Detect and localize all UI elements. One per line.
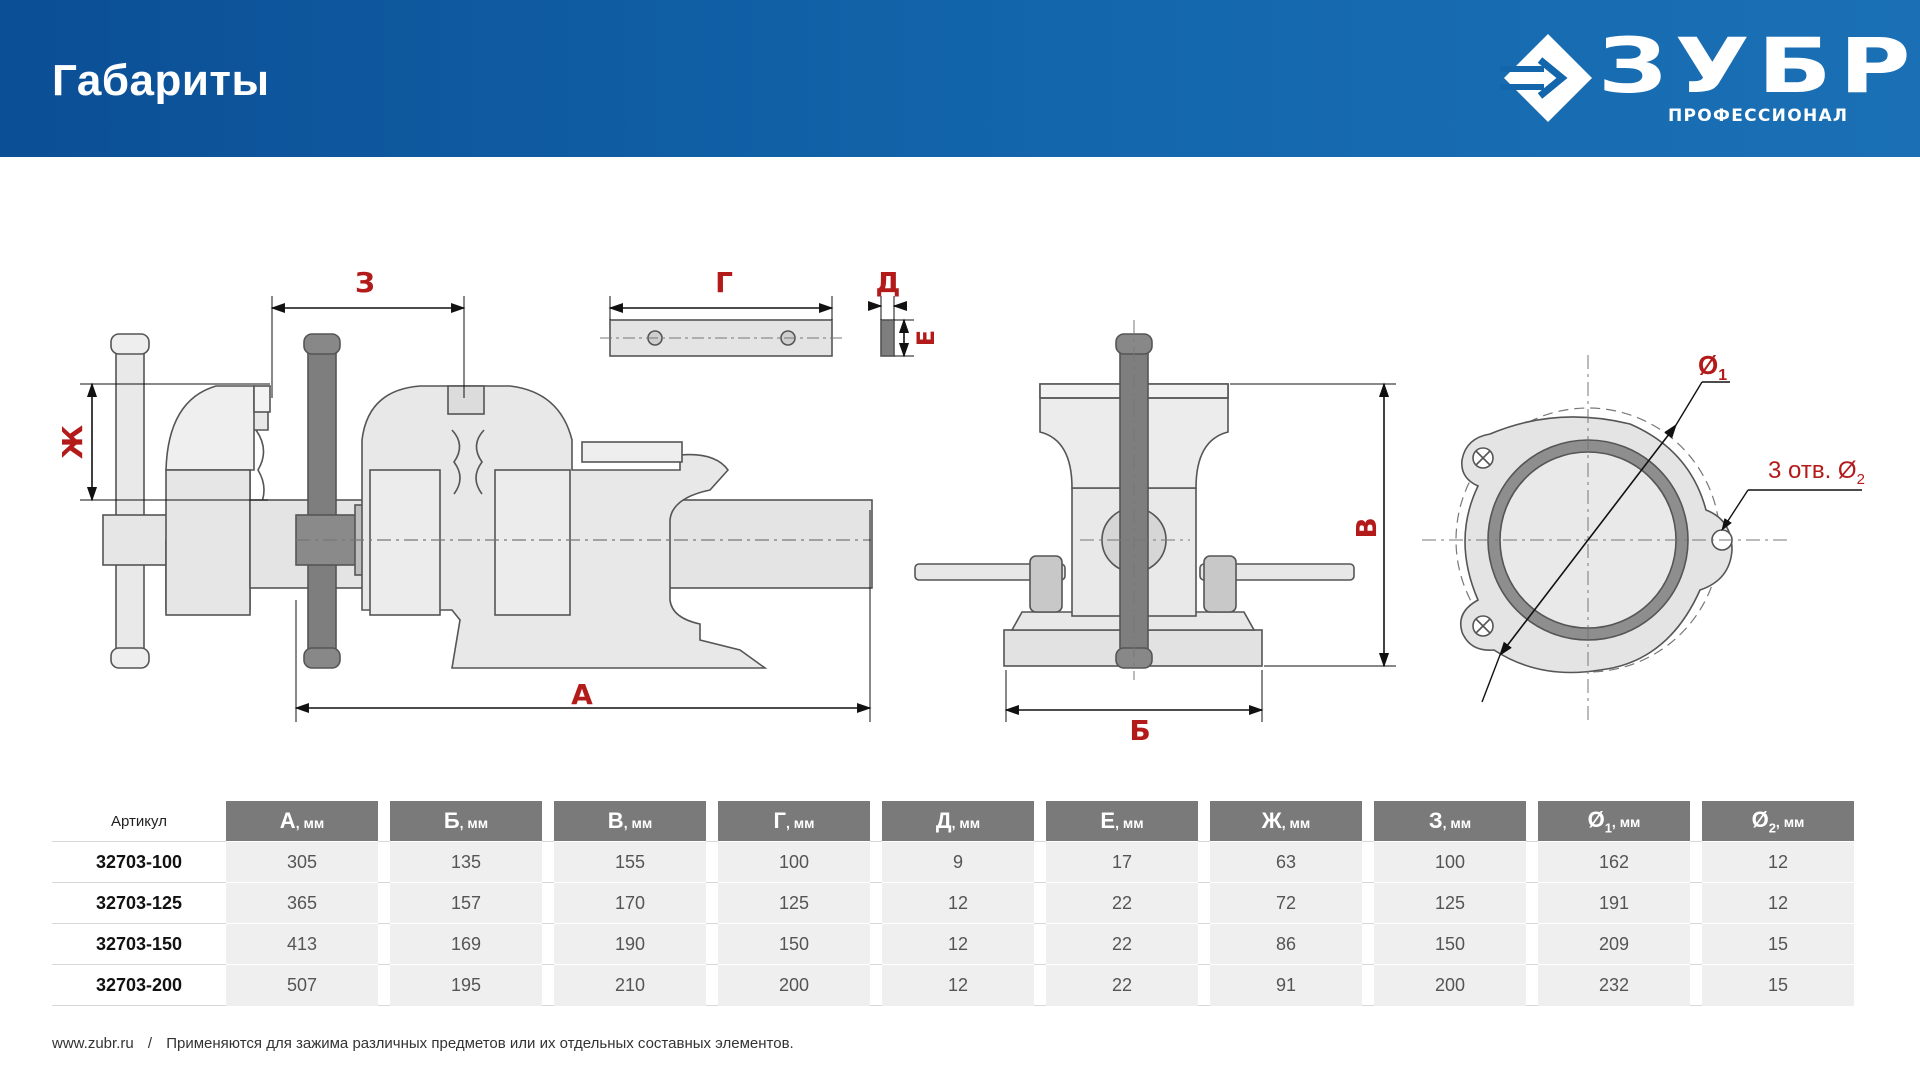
column-gap (1362, 923, 1374, 964)
value-cell: 413 (226, 923, 378, 964)
col-header-a: А, мм (226, 801, 378, 841)
sku-cell: 32703-150 (52, 923, 226, 964)
value-cell: 9 (882, 841, 1034, 882)
value-cell: 100 (718, 841, 870, 882)
table-row (52, 882, 1854, 923)
brand-tagline: ПРОФЕССИОНАЛ (1668, 106, 1849, 126)
column-gap (1362, 882, 1374, 923)
table-row (52, 964, 1854, 1006)
column-gap (1526, 882, 1538, 923)
column-gap (378, 923, 390, 964)
col-header-g: Г, мм (718, 801, 870, 841)
d1-subscript: 1 (1718, 367, 1728, 384)
col-header-zh: Ж, мм (1210, 801, 1362, 841)
page-title: Габариты (52, 56, 270, 105)
rear-handle-bar (116, 338, 144, 658)
value-cell: 15 (1702, 964, 1854, 1006)
footer-separator: / (147, 1035, 153, 1052)
value-cell: 15 (1702, 923, 1854, 964)
column-gap (706, 882, 718, 923)
value-cell: 200 (1374, 964, 1526, 1006)
column-gap (1526, 964, 1538, 1006)
dim-label-v: В (1350, 517, 1383, 539)
value-cell: 305 (226, 841, 378, 882)
sku-cell: 32703-200 (52, 964, 226, 1006)
sku-column-header: Артикул (111, 812, 167, 830)
column-gap (1034, 964, 1046, 1006)
value-cell: 12 (882, 964, 1034, 1006)
table-body (52, 841, 1854, 1006)
column-gap (706, 923, 718, 964)
value-cell: 162 (1538, 841, 1690, 882)
front-view (915, 320, 1354, 680)
holes-text: 3 отв. Ø (1768, 457, 1857, 484)
value-cell: 135 (390, 841, 542, 882)
column-gap (1690, 923, 1702, 964)
column-gap (542, 923, 554, 964)
value-cell: 191 (1538, 882, 1690, 923)
value-cell: 210 (554, 964, 706, 1006)
value-cell: 232 (1538, 964, 1690, 1006)
value-cell: 22 (1046, 923, 1198, 964)
value-cell: 12 (1702, 841, 1854, 882)
dim-label-d: Д (875, 266, 901, 299)
column-gap (1198, 964, 1210, 1006)
value-cell: 365 (226, 882, 378, 923)
column-gap (1034, 923, 1046, 964)
base-top-view (1422, 355, 1788, 725)
column-gap (1362, 964, 1374, 1006)
jaw-plate-side (881, 320, 894, 356)
col-header-e: Е, мм (1046, 801, 1198, 841)
column-gap (378, 964, 390, 1006)
value-cell: 22 (1046, 882, 1198, 923)
value-cell: 170 (554, 882, 706, 923)
column-gap (870, 841, 882, 882)
col-header-v: В, мм (554, 801, 706, 841)
rear-screw-hub (103, 515, 168, 565)
value-cell: 22 (1046, 964, 1198, 1006)
column-gap (706, 841, 718, 882)
value-cell: 12 (1702, 882, 1854, 923)
dim-label-z: З (355, 266, 375, 299)
brand-name: ЗУБР (1598, 21, 1919, 110)
dim-label-d1 (1698, 350, 1727, 384)
table-row (52, 841, 1854, 882)
value-cell: 209 (1538, 923, 1690, 964)
footer-site-link[interactable]: www.zubr.ru (52, 1035, 134, 1052)
value-cell: 125 (1374, 882, 1526, 923)
sku-cell: 32703-100 (52, 841, 226, 882)
column-gap (542, 882, 554, 923)
footer (52, 1035, 794, 1052)
dim-label-zh: Ж (56, 424, 89, 460)
col-header-z: З, мм (1374, 801, 1526, 841)
value-cell: 507 (226, 964, 378, 1006)
column-gap (870, 923, 882, 964)
column-gap (1198, 882, 1210, 923)
value-cell: 155 (554, 841, 706, 882)
value-cell: 157 (390, 882, 542, 923)
value-cell: 86 (1210, 923, 1362, 964)
column-gap (1034, 882, 1046, 923)
dim-label-e: Е (912, 329, 940, 347)
column-gap (1198, 923, 1210, 964)
column-gap (542, 841, 554, 882)
column-gap (706, 964, 718, 1006)
value-cell: 200 (718, 964, 870, 1006)
value-cell: 63 (1210, 841, 1362, 882)
value-cell: 12 (882, 923, 1034, 964)
anvil-top (582, 442, 682, 462)
table-header-row (52, 801, 1854, 841)
footer-note: Применяются для зажима различных предметов или их отдельных составных элементов. (166, 1035, 794, 1052)
value-cell: 150 (1374, 923, 1526, 964)
column-gap (1690, 841, 1702, 882)
column-gap (1362, 841, 1374, 882)
column-gap (1198, 841, 1210, 882)
column-gap (1690, 964, 1702, 1006)
value-cell: 72 (1210, 882, 1362, 923)
col-header-d: Д, мм (882, 801, 1034, 841)
column-gap (1526, 923, 1538, 964)
value-cell: 91 (1210, 964, 1362, 1006)
col-header-d1: $Ø_1$, мм (1538, 801, 1690, 841)
d1-symbol: Ø (1698, 350, 1719, 380)
value-cell: 125 (718, 882, 870, 923)
value-cell: 150 (718, 923, 870, 964)
column-gap (542, 964, 554, 1006)
column-gap (870, 964, 882, 1006)
column-gap (1526, 841, 1538, 882)
value-cell: 195 (390, 964, 542, 1006)
dim-label-b: Б (1129, 714, 1151, 747)
column-gap (378, 882, 390, 923)
value-cell: 12 (882, 882, 1034, 923)
front-handle-bar (308, 338, 336, 658)
value-cell: 17 (1046, 841, 1198, 882)
holes-subscript: 2 (1856, 471, 1865, 488)
column-gap (870, 882, 882, 923)
dimensions-table (52, 801, 1854, 1006)
column-gap (1034, 841, 1046, 882)
sku-cell: 32703-125 (52, 882, 226, 923)
column-gap (1690, 882, 1702, 923)
dim-label-a: А (571, 678, 593, 711)
dim-label-g: Г (715, 266, 733, 299)
col-header-d2: $Ø_2$, мм (1702, 801, 1854, 841)
jaw-plate-drawing (600, 320, 894, 356)
table-row (52, 923, 1854, 964)
value-cell: 169 (390, 923, 542, 964)
column-gap (378, 841, 390, 882)
value-cell: 100 (1374, 841, 1526, 882)
col-header-b: Б, мм (390, 801, 542, 841)
dim-label-holes (1768, 457, 1865, 488)
value-cell: 190 (554, 923, 706, 964)
